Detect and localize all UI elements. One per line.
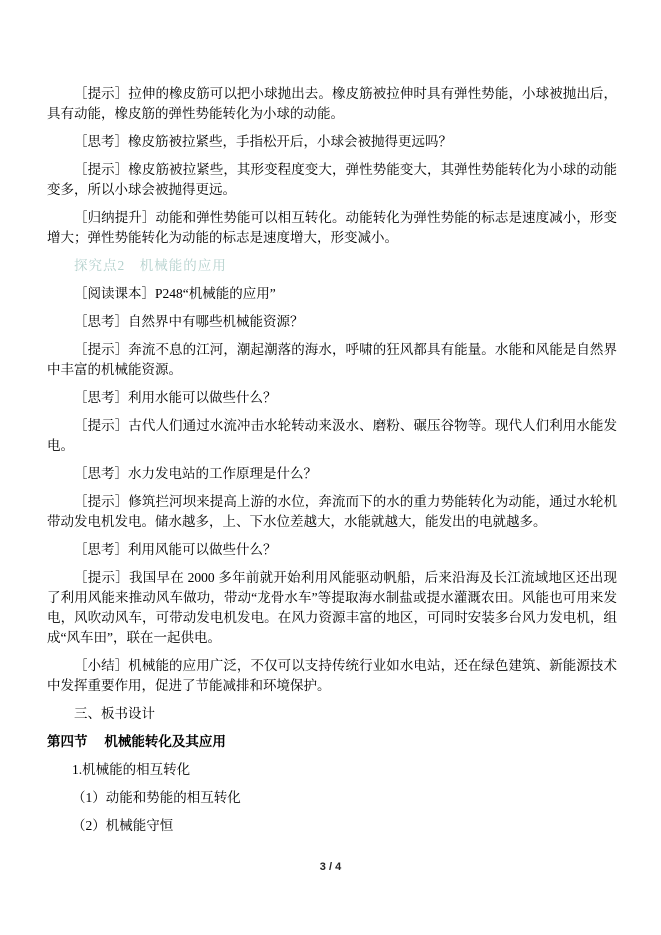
doc-paragraph: ［提示］拉伸的橡皮筋可以把小球抛出去。橡皮筋被拉伸时具有弹性势能，小球被抛出后，具有动能，橡皮筋的弹性势能转化为小球的动能。 [47, 86, 617, 121]
doc-paragraph: ［提示］修筑拦河坝来提高上游的水位，奔流而下的水的重力势能转化为动能，通过水轮机带动发电机发电。储水越多，上、下水位差越大，水能就越大，能发出的电就越多。 [47, 494, 617, 529]
doc-paragraph: ［思考］橡皮筋被拉紧些，手指松开后，小球会被抛得更远吗？ [74, 134, 452, 149]
doc-paragraph: 三、板书设计 [74, 706, 155, 721]
outline-item: （2）机械能守恒 [71, 818, 174, 833]
doc-paragraph: ［归纳提升］动能和弹性势能可以相互转化。动能转化为弹性势能的标志是速度减小，形变增大；弹性势能转化为动能的标志是速度增大，形变减小。 [47, 210, 617, 245]
doc-paragraph: ［思考］水力发电站的工作原理是什么？ [74, 466, 317, 481]
doc-paragraph: ［阅读课本］P248“机械能的应用” [74, 286, 276, 301]
doc-paragraph: ［提示］橡皮筋被拉紧些，其形变程度变大，弹性势能变大，其弹性势能转化为小球的动能变多，所以小球会被抛得更远。 [47, 162, 617, 197]
doc-paragraph: ［思考］利用风能可以做些什么？ [74, 542, 277, 557]
doc-paragraph: ［提示］我国早在 2000 多年前就开始利用风能驱动帆船，后来沿海及长江流域地区还出现了利用风能来推动风车做功，带动“龙骨水车”等提取海水制盐或提水灌溉农田。风能也可用来发电，风吹动风车，可带动发电机发电。在风力资源丰富的地区，可同时安装多台风力发电机，组成“风车田”，联在一起供电。 [47, 570, 617, 645]
outline-item: 1.机械能的相互转化 [71, 762, 191, 777]
doc-paragraph: ［提示］古代人们通过水流冲击水轮转动来汲水、磨粉、碾压谷物等。现代人们利用水能发电。 [47, 418, 617, 453]
doc-paragraph: ［思考］利用水能可以做些什么？ [74, 390, 277, 405]
outline-item: （1）动能和势能的相互转化 [71, 790, 241, 805]
doc-paragraph: ［小结］机械能的应用广泛，不仅可以支持传统行业如水电站，还在绿色建筑、新能源技术中发挥重要作用，促进了节能减排和环境保护。 [47, 658, 617, 693]
page-number: 3 / 4 [319, 861, 342, 873]
doc-paragraph: ［思考］自然界中有哪些机械能资源？ [74, 314, 304, 329]
doc-paragraph: ［提示］奔流不息的江河，潮起潮落的海水，呼啸的狂风都具有能量。水能和风能是自然界中丰富的机械能资源。 [47, 342, 617, 377]
explore-point-heading: 探究点2 机械能的应用 [74, 258, 227, 273]
board-design-title: 第四节 机械能转化及其应用 [47, 734, 226, 749]
